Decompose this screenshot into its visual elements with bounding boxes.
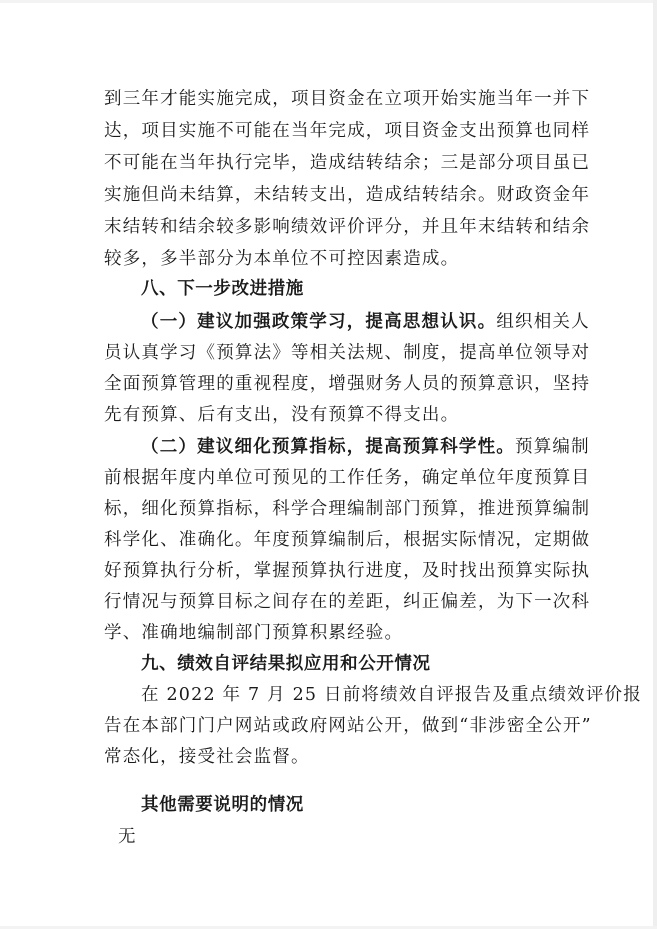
page-edge-right [653,0,657,929]
paragraph-line: 科学化、准确化。年度预算编制后，根据实际情况，定期做 [104,530,591,550]
paragraph-line: 标，细化预算指标，科学合理编制部门预算，推进预算编制 [104,499,591,519]
paragraph-line: 前根据年度内单位可预见的工作任务，确定单位年度预算目 [104,468,591,488]
section-heading: 九、绩效自评结果拟应用和公开情况 [141,654,431,674]
measure-text: 组织相关人 [496,312,590,332]
measure-title: （二）建议细化预算指标，提高预算科学性。 [141,437,515,457]
paragraph-line: 行情况与预算目标之间存在的差距，纠正偏差，为下一次科 [104,592,591,612]
paragraph-line: 在 2022 年 7 月 25 日前将绩效自评报告及重点绩效评价报 [141,685,642,705]
measure-first-line [141,436,590,458]
paragraph-line: 不可能在当年执行完毕，造成结转结余；三是部分项目虽已 [104,153,591,173]
paragraph-line: 先有预算、后有支出，没有预算不得支出。 [104,405,460,425]
paragraph-line: 实施但尚未结算，未结转支出，造成结转结余。财政资金年 [104,185,591,205]
paragraph-line: 无 [118,827,137,847]
paragraph-line: 到三年才能实施完成，项目资金在立项开始实施当年一并下 [104,89,591,109]
measure-text: 预算编制 [515,437,590,457]
section-heading: 八、下一步改进措施 [141,279,304,299]
paragraph-line: 达，项目实施不可能在当年完成，项目资金支出预算也同样 [104,121,591,141]
paragraph-line: 常态化，接受社会监督。 [104,747,310,767]
paragraph-line: 好预算执行分析，掌握预算执行进度，及时找出预算实际执 [104,561,591,581]
paragraph-line: 末结转和结余较多影响绩效评价评分，并且年末结转和结余 [104,217,591,237]
section-heading: 其他需要说明的情况 [141,795,304,815]
paragraph-line: 告在本部门门户网站或政府网站公开，做到“非涉密全公开” [104,716,592,736]
page-edge-top [0,0,657,3]
paragraph-line: 员认真学习《预算法》等相关法规、制度，提高单位领导对 [104,343,591,363]
paragraph-line: 较多，多半部分为本单位不可控因素造成。 [104,249,460,269]
paragraph-line: 全面预算管理的重视程度，增强财务人员的预算意识，坚持 [104,374,591,394]
measure-title: （一）建议加强政策学习，提高思想认识。 [141,312,497,332]
measure-first-line [141,311,590,333]
paragraph-line: 学、准确地编制部门预算积累经验。 [104,623,404,643]
